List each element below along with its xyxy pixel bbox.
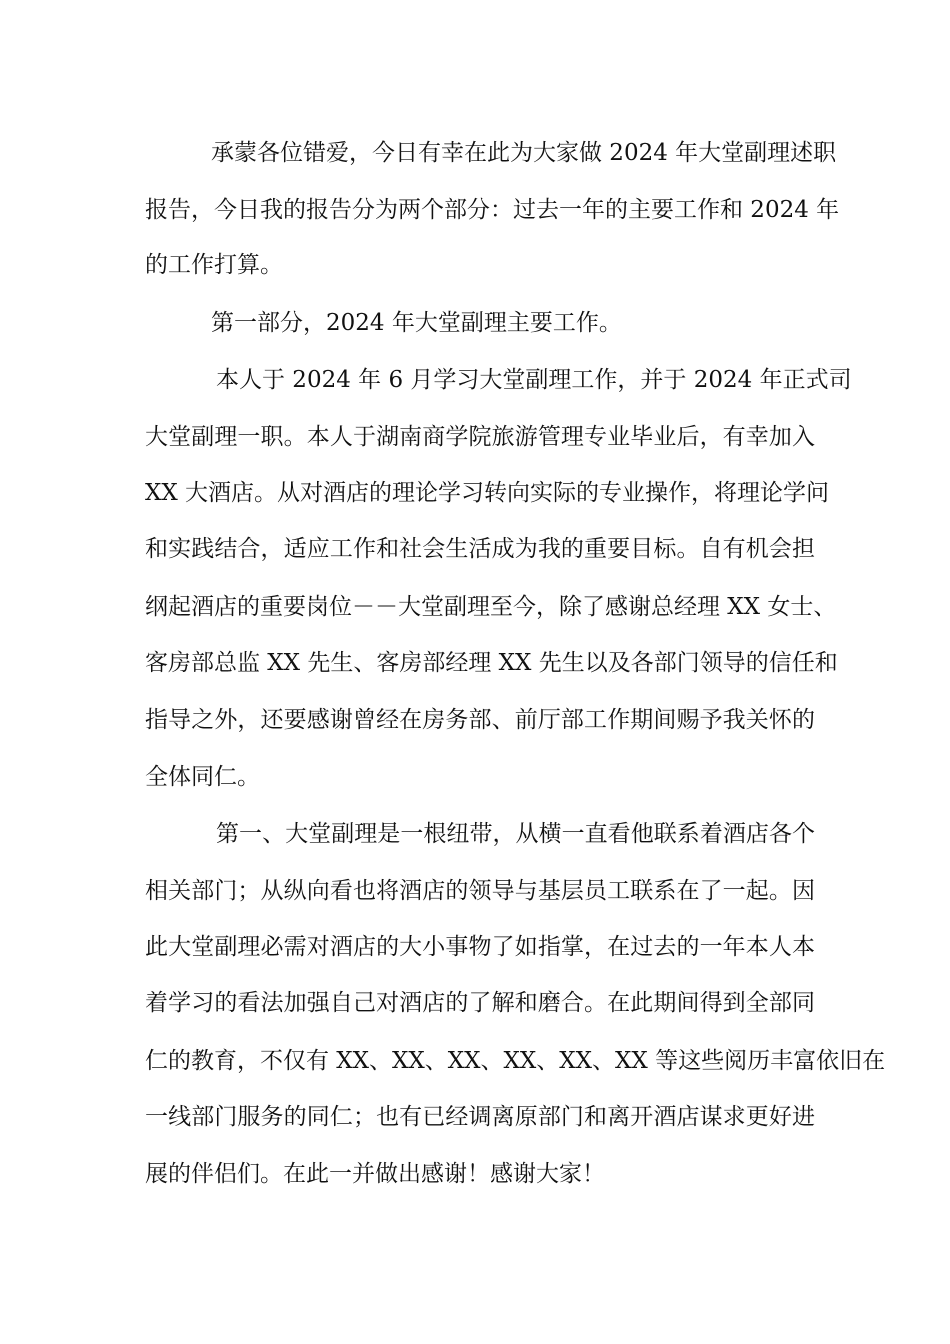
paragraph-line: 和实践结合，适应工作和社会生活成为我的重要目标。自有机会担 xyxy=(145,536,815,562)
paragraph-line: 第一、大堂副理是一根纽带，从横一直看他联系着酒店各个 xyxy=(216,821,815,847)
paragraph-line: 着学习的看法加强自己对酒店的了解和磨合。在此期间得到全部同 xyxy=(145,990,815,1016)
paragraph-line: 承蒙各位错爱，今日有幸在此为大家做 2024 年大堂副理述职 xyxy=(211,140,837,166)
section-heading: 第一部分，2024 年大堂副理主要工作。 xyxy=(211,310,622,336)
paragraph-line: 展的伴侣们。在此一并做出感谢！感谢大家！ xyxy=(145,1161,605,1187)
paragraph-line: 全体同仁。 xyxy=(145,764,260,790)
paragraph-line: 纲起酒店的重要岗位－－大堂副理至今，除了感谢总经理 XX 女士、 xyxy=(145,594,837,620)
paragraph-line: 报告，今日我的报告分为两个部分：过去一年的主要工作和 2024 年 xyxy=(145,197,840,223)
paragraph-line: XX 大酒店。从对酒店的理论学习转向实际的专业操作，将理论学问 xyxy=(145,480,830,506)
paragraph-line: 一线部门服务的同仁；也有已经调离原部门和离开酒店谋求更好进 xyxy=(145,1104,815,1130)
paragraph-line: 大堂副理一职。本人于湖南商学院旅游管理专业毕业后，有幸加入 xyxy=(145,424,815,450)
paragraph-line: 仁的教育，不仅有 XX、XX、XX、XX、XX、XX 等这些阅历丰富依旧在 xyxy=(145,1048,886,1074)
paragraph-line: 相关部门；从纵向看也将酒店的领导与基层员工联系在了一起。因 xyxy=(145,878,815,904)
paragraph-line: 此大堂副理必需对酒店的大小事物了如指掌，在过去的一年本人本 xyxy=(145,934,815,960)
paragraph-line: 的工作打算。 xyxy=(145,252,283,278)
paragraph-line: 指导之外，还要感谢曾经在房务部、前厅部工作期间赐予我关怀的 xyxy=(145,707,815,733)
paragraph-line: 本人于 2024 年 6 月学习大堂副理工作，并于 2024 年正式司 xyxy=(216,367,852,393)
paragraph-line: 客房部总监 XX 先生、客房部经理 XX 先生以及各部门领导的信任和 xyxy=(145,650,838,676)
